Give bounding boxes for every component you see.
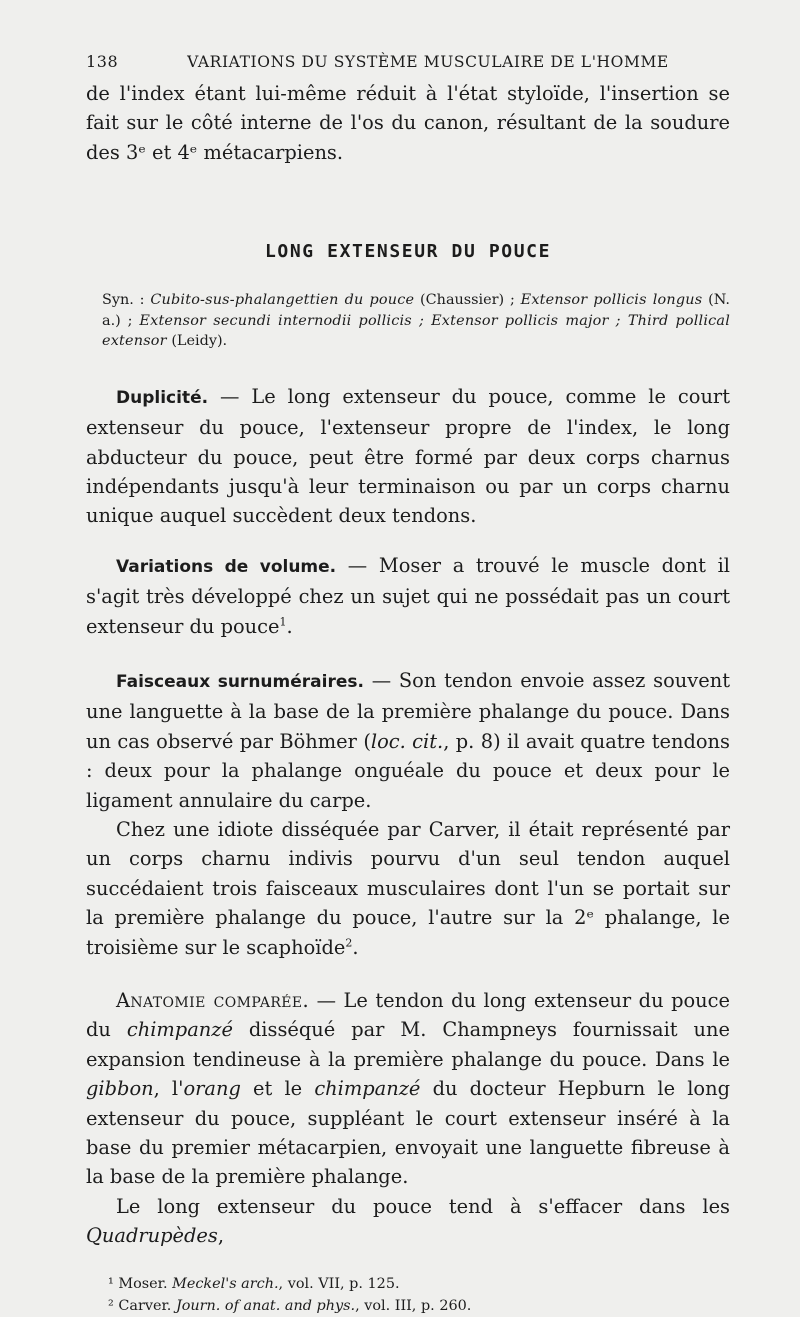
footnote-ref-2[interactable]: 2: [345, 936, 353, 950]
text-faisceaux-b: , p. 8) il avait quatre tendons : deux pour la phalange onguéale du pouce et deux pour le ligament annulaire du carpe.: [86, 729, 730, 812]
paragraph-variations: [86, 551, 730, 641]
text-duplicite: — Le long extenseur du pouce, comme le court extenseur du pouce, l'extenseur propre de l'index, le long abducteur du pouce, peut être formé par deux corps charnus indépendants jusqu'à leur terminaison ou par un corps charnu unique auquel succèdent deux tendons.: [86, 384, 730, 528]
footnote-author: Moser.: [118, 1275, 168, 1292]
text-anatomie-2: disséqué par M. Champneys fournissait une expansion tendineuse à la première phalange du pouce. Dans le: [86, 1018, 730, 1071]
text-anatomie-4: et le: [240, 1077, 315, 1101]
paragraph-faisceaux: [86, 666, 730, 815]
footnote-mark: ¹: [108, 1275, 114, 1292]
section-title: LONG EXTENSEUR DU POUCE: [264, 241, 552, 263]
term-quadrupedes: Quadrupèdes: [86, 1224, 218, 1248]
text-faisceaux-a: — Son tendon envoie assez souvent une languette à la base de la première phalange du pouce. Dans un cas observé par Böhmer (: [86, 668, 730, 753]
footnote-source: Journ. of anat. and phys.: [175, 1297, 356, 1314]
running-header: [86, 52, 730, 71]
text-anatomie-5: du docteur Hepburn le long extenseur du pouce, suppléant le court extenseur inséré à la base du premier métacarpien, envoyait une languette fibreuse à la base de la première phalange.: [86, 1077, 730, 1189]
syn-label: Syn. :: [102, 292, 145, 309]
synonyms-block: [102, 290, 730, 352]
page-number: 138: [86, 52, 119, 71]
footnote-rest: , vol. III, p. 260.: [355, 1297, 472, 1314]
paragraph-idiote: [86, 815, 730, 962]
syn-term-1: Cubito-sus-phalangettien du pouce: [150, 292, 415, 309]
heading-variations: Variations de volume.: [116, 556, 337, 577]
text-anatomie-3: , l': [153, 1077, 184, 1101]
syn-term-2: Extensor pollicis longus: [520, 292, 703, 309]
text-anatomie-1: — Le tendon du long extenseur du pouce du: [86, 989, 730, 1042]
ref-loc-cit: loc. cit.: [370, 729, 444, 753]
footnote-rest: , vol. VII, p. 125.: [278, 1275, 400, 1292]
syn-term-3: Extensor secundi internodii pollicis ; Extensor pollicis major ; Third pollical extensor: [102, 312, 730, 350]
syn-source-2: (N. a.) ;: [102, 292, 730, 329]
punct: .: [286, 614, 293, 638]
footnote-ref-1[interactable]: 1: [279, 615, 287, 629]
heading-duplicite: Duplicité.: [116, 387, 209, 408]
running-title: VARIATIONS DU SYSTÈME MUSCULAIRE DE L'HOMME: [187, 53, 669, 71]
term-orang: orang: [183, 1077, 241, 1101]
text-variations: — Moser a trouvé le muscle dont il s'agit très développé chez un sujet qui ne possédait pas un court extenseur du pouce: [86, 553, 730, 638]
text-last: Le long extenseur du pouce tend à s'effacer dans les: [116, 1194, 730, 1218]
term-chimpanze-2: chimpanzé: [314, 1077, 421, 1101]
syn-source-3: (Leidy).: [171, 333, 228, 350]
footnote-source: Meckel's arch.: [172, 1275, 279, 1292]
syn-source-1: (Chaussier) ;: [420, 292, 515, 309]
footnote-mark: ²: [108, 1297, 114, 1314]
term-chimpanze: chimpanzé: [126, 1018, 233, 1042]
paragraph-last: [86, 1192, 730, 1251]
heading-anatomie: Anatomie comparée.: [116, 989, 310, 1013]
footnote-2: [108, 1295, 730, 1317]
paragraph-anatomie: [86, 986, 730, 1192]
punct: ,: [217, 1224, 225, 1248]
paragraph-duplicite: [86, 382, 730, 531]
term-gibbon: gibbon: [86, 1077, 154, 1101]
footnote-1: [108, 1273, 730, 1295]
text-idiote: Chez une idiote disséquée par Carver, il était représenté par un corps charnu indivis pourvu d'un seul tendon auquel succédaient trois faisceaux musculaires dont l'un se portait sur la première phalange du pouce, l'autre sur la 2ᵉ phalange, le troisième sur le scaphoïde: [86, 818, 730, 959]
heading-faisceaux: Faisceaux surnuméraires.: [116, 671, 364, 692]
footnotes: [86, 1273, 730, 1317]
punct: .: [352, 935, 359, 959]
footnote-author: Carver.: [118, 1297, 172, 1314]
intro-paragraph: de l'index étant lui-même réduit à l'état styloïde, l'insertion se fait sur le côté interne de l'os du canon, résultant de la soudure des 3ᵉ et 4ᵉ métacarpiens.: [86, 82, 730, 164]
